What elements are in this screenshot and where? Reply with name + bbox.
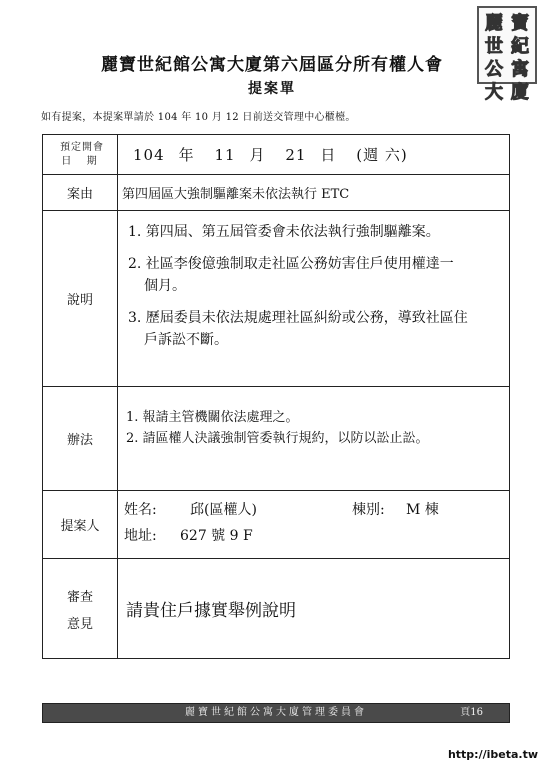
description-content [118, 211, 510, 387]
description-item-line: 3. 歷屆委員未依法規處理社區糾紛或公務，導致社區住 [128, 310, 468, 326]
description-label: 說明 [43, 211, 118, 387]
proposer-name-line [124, 497, 509, 523]
method-item: 1. 報請主管機關依法處理之。 [126, 410, 299, 425]
footer-text: 麗寶世紀館公寓大廈管理委員會 [185, 707, 367, 718]
method-row [43, 387, 510, 491]
proposer-address-line [124, 523, 509, 549]
description-item [128, 253, 501, 297]
date-year-unit: 年 [178, 146, 195, 164]
method-content [118, 387, 510, 491]
meeting-date-row [43, 135, 510, 175]
description-item [128, 221, 501, 243]
description-item-line: 戶訴訟不斷。 [144, 332, 228, 348]
submission-note: 如有提案，本提案單請於 104 年 10 月 12 日前送交管理中心櫃檯。 [41, 112, 356, 123]
date-month-unit: 月 [249, 146, 266, 164]
date-weekday: (週 六) [356, 146, 408, 164]
method-label: 辦法 [43, 387, 118, 491]
review-row [43, 559, 510, 659]
document-title: 麗寶世紀館公寓大廈第六屆區分所有權人會 [101, 55, 443, 75]
seal-char: 寶 [511, 13, 529, 34]
case-label: 案由 [43, 175, 118, 211]
seal-char: 世 [485, 36, 503, 57]
description-item-line: 2. 社區李俊億強制取走社區公務妨害住戶使用權達一 [128, 256, 454, 272]
method-item: 2. 請區權人決議強制管委執行規約，以防以訟止訟。 [126, 431, 429, 446]
document-subtitle: 提案單 [248, 81, 296, 97]
building-label: 棟別: [352, 502, 385, 518]
seal-char: 公 [485, 59, 503, 80]
address-value: 627 號 9 F [180, 528, 253, 544]
date-year: 104 [133, 146, 165, 164]
date-day: 21 [285, 146, 307, 164]
proposal-form-table [42, 134, 510, 659]
building-value: M 棟 [406, 502, 439, 518]
seal-char: 大 [485, 82, 503, 103]
proposer-label: 提案人 [43, 491, 118, 559]
review-label-line2: 意見 [66, 616, 93, 632]
description-row [43, 211, 510, 387]
meeting-date-label [43, 135, 118, 175]
site-watermark: http://ibeta.tw [447, 748, 538, 761]
page-number: 頁16 [460, 707, 483, 718]
seal-char: 廈 [511, 82, 529, 103]
address-label: 地址: [124, 528, 157, 544]
description-item [128, 307, 501, 351]
date-month: 11 [214, 146, 236, 164]
meeting-date-label-line1: 預定開會 [60, 141, 104, 153]
name-label: 姓名: [124, 502, 157, 518]
description-item-line: 個月。 [144, 278, 186, 294]
case-row [43, 175, 510, 211]
seal-char: 麗 [485, 13, 503, 34]
name-value: 邱(區權人) [190, 502, 257, 518]
review-label [43, 559, 118, 659]
proposer-row [43, 491, 510, 559]
proposer-content [118, 491, 510, 559]
meeting-date-label-line2: 日 期 [61, 155, 103, 167]
seal-char: 紀 [511, 36, 529, 57]
review-value: 請貴住戶據實舉例說明 [118, 559, 510, 659]
description-item-line: 1. 第四屆、第五屆管委會未依法執行強制驅離案。 [128, 224, 440, 240]
review-label-line1: 審查 [66, 589, 93, 605]
date-day-unit: 日 [320, 146, 337, 164]
seal-char: 寓 [511, 59, 529, 80]
meeting-date-value [118, 135, 510, 175]
footer-bar [42, 703, 510, 723]
case-value: 第四屆區大強制驅離案未依法執行 ETC [118, 175, 510, 211]
